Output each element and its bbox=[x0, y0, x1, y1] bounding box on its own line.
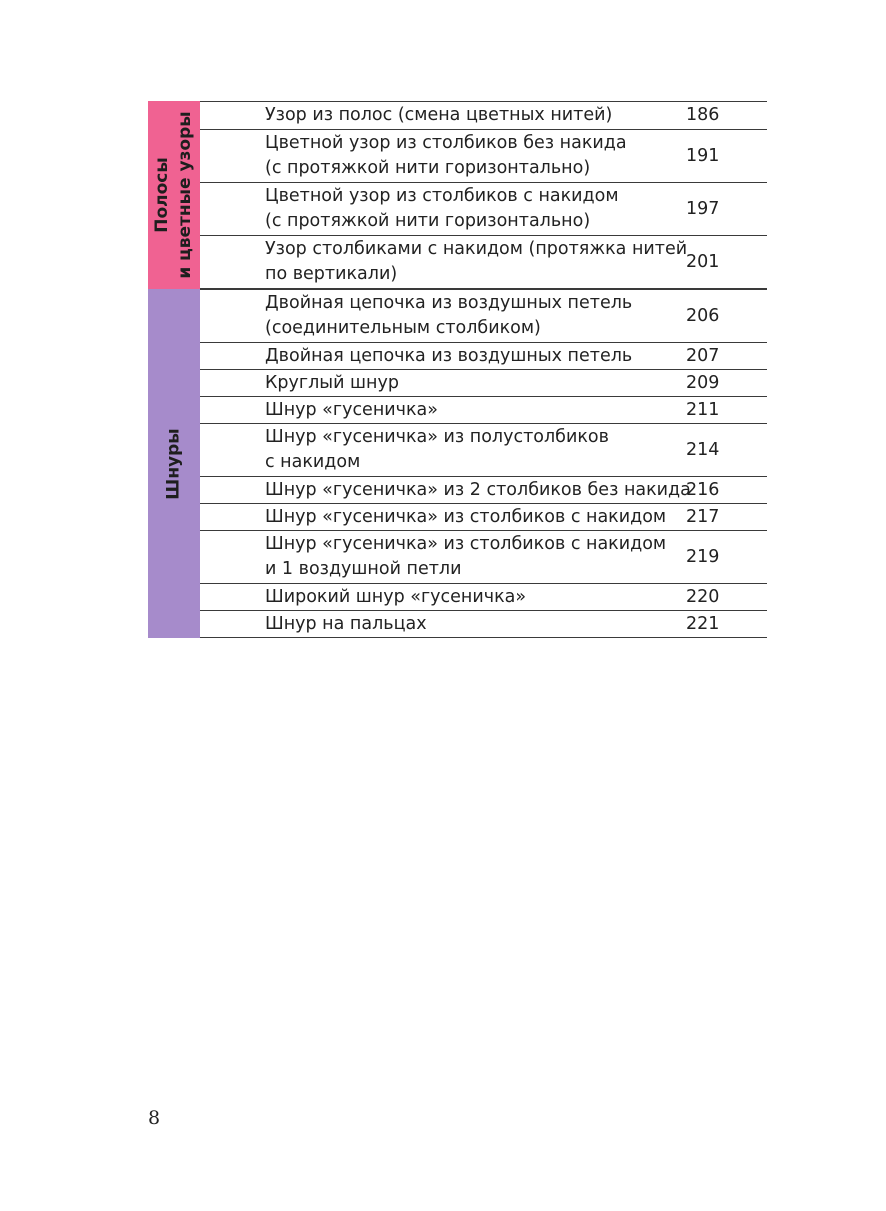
toc-entry-page: 201 bbox=[686, 251, 720, 272]
toc-entry-title: Шнур «гусеничка» из 2 столбиков без накида bbox=[265, 479, 691, 500]
toc-entry-page: 207 bbox=[686, 345, 720, 366]
toc-row[interactable] bbox=[200, 610, 767, 638]
section-stripes bbox=[148, 101, 767, 289]
section-label: Шнуры bbox=[163, 427, 184, 500]
toc-entry-title: Круглый шнур bbox=[265, 372, 399, 393]
toc-entry-title: Широкий шнур «гусеничка» bbox=[265, 586, 527, 607]
toc-entry-page: 186 bbox=[686, 105, 720, 125]
toc-entry-title: Цветной узор из столбиков без накида (с протяжкой нити горизонтально) bbox=[265, 133, 627, 178]
page-number: 8 bbox=[148, 1107, 161, 1129]
toc-row[interactable] bbox=[200, 503, 767, 530]
section-rows bbox=[200, 101, 767, 289]
toc-entry-title: Двойная цепочка из воздушных петель (соединительным столбиком) bbox=[265, 293, 633, 338]
toc-entry-title: Двойная цепочка из воздушных петель bbox=[265, 345, 633, 366]
toc-entry-page: 206 bbox=[686, 305, 720, 326]
toc-row[interactable] bbox=[200, 423, 767, 476]
toc-entry-title: Шнур «гусеничка» из полустолбиков с накидом bbox=[265, 427, 609, 472]
toc-entry-title: Шнур «гусеничка» из столбиков с накидом bbox=[265, 506, 667, 527]
toc-row[interactable] bbox=[200, 182, 767, 235]
section-rows bbox=[200, 289, 767, 638]
section-tab bbox=[148, 101, 200, 289]
toc-entry-page: 211 bbox=[686, 399, 720, 420]
toc-row[interactable] bbox=[200, 101, 767, 129]
toc-entry-page: 221 bbox=[686, 613, 720, 634]
table-of-contents bbox=[148, 101, 767, 638]
section-cords bbox=[148, 289, 767, 638]
toc-row[interactable] bbox=[200, 530, 767, 583]
toc-entry-page: 191 bbox=[686, 145, 720, 166]
toc-row[interactable] bbox=[200, 369, 767, 396]
section-label: Полосы и цветные узоры bbox=[152, 111, 195, 279]
toc-row[interactable] bbox=[200, 129, 767, 182]
section-tab bbox=[148, 289, 200, 638]
toc-row[interactable] bbox=[200, 235, 767, 289]
toc-entry-page: 216 bbox=[686, 479, 720, 500]
toc-entry-title: Узор из полос (смена цветных нитей) bbox=[265, 105, 613, 125]
toc-entry-title: Шнур на пальцах bbox=[265, 613, 427, 634]
toc-entry-title: Узор столбиками с накидом (протяжка нитей по вертикали) bbox=[265, 239, 688, 284]
toc-row[interactable] bbox=[200, 396, 767, 423]
toc-row[interactable] bbox=[200, 476, 767, 503]
toc-entry-page: 209 bbox=[686, 372, 720, 393]
toc-row[interactable] bbox=[200, 289, 767, 342]
toc-entry-page: 220 bbox=[686, 586, 720, 607]
toc-entry-title: Шнур «гусеничка» из столбиков с накидом и 1 воздушной петли bbox=[265, 534, 667, 579]
toc-entry-title: Цветной узор из столбиков с накидом (с протяжкой нити горизонтально) bbox=[265, 186, 619, 231]
toc-row[interactable] bbox=[200, 583, 767, 610]
toc-entry-title: Шнур «гусеничка» bbox=[265, 399, 438, 420]
toc-entry-page: 214 bbox=[686, 439, 720, 460]
toc-entry-page: 217 bbox=[686, 506, 720, 527]
toc-entry-page: 197 bbox=[686, 198, 720, 219]
toc-row[interactable] bbox=[200, 342, 767, 369]
toc-entry-page: 219 bbox=[686, 546, 720, 567]
